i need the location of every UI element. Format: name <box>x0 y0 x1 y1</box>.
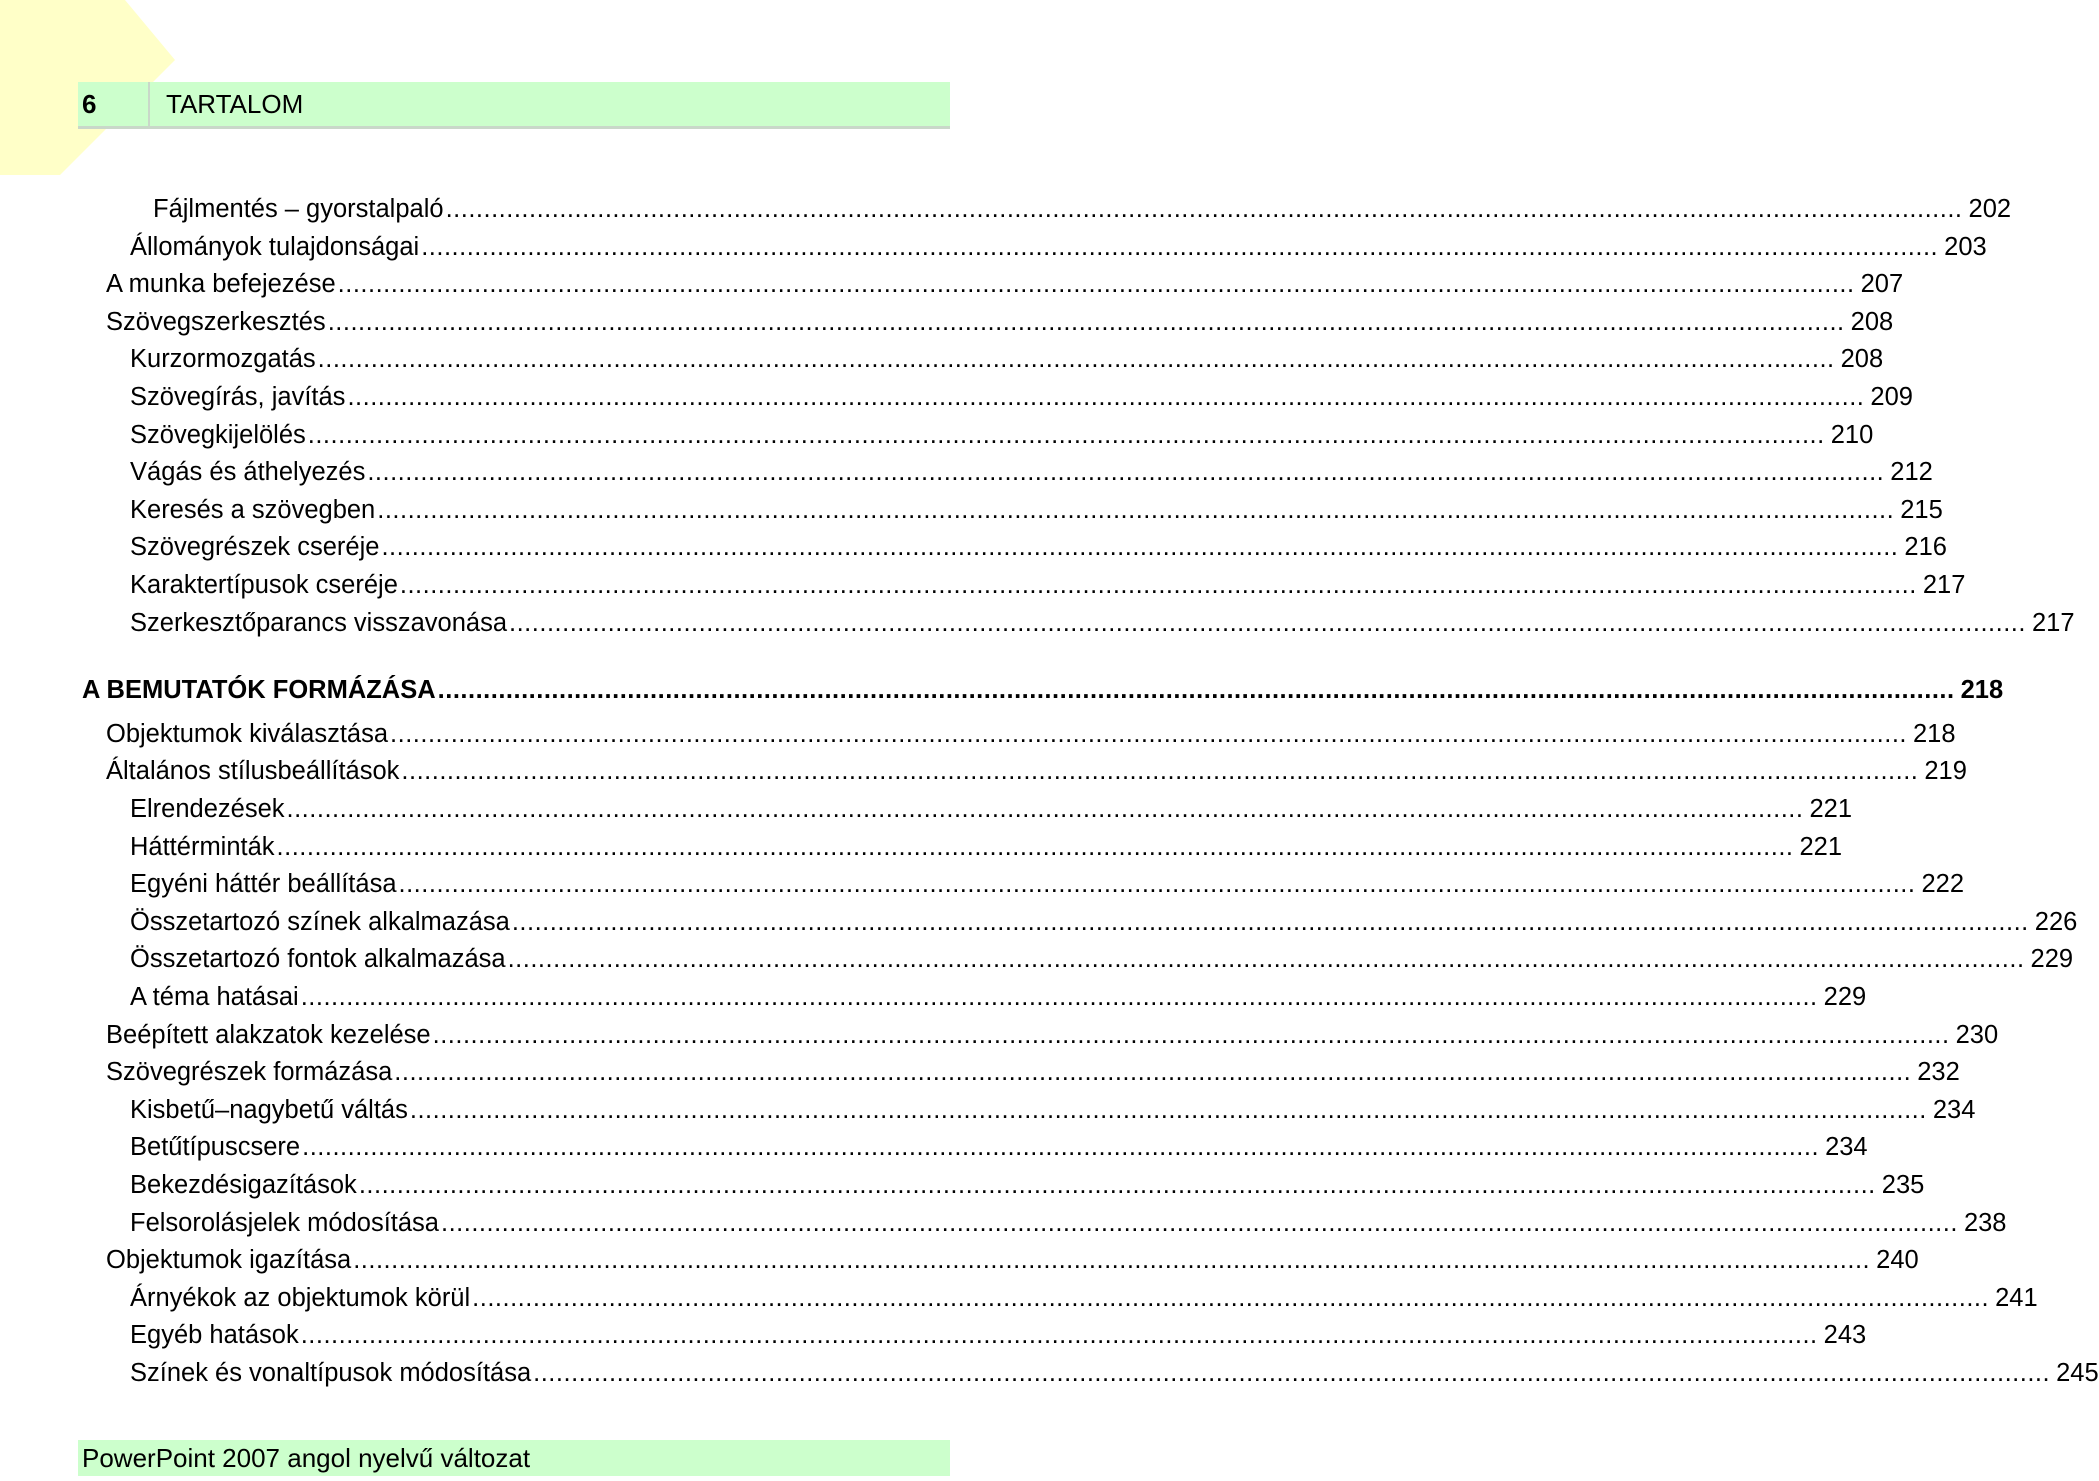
toc-leader-dots: ........................................................................................................................................................................................................ <box>399 571 1917 599</box>
toc-entry-label: Háttérminták <box>130 832 275 861</box>
toc-leader-dots: ........................................................................................................................................................................................................ <box>377 495 1895 524</box>
toc-entry <box>130 224 1987 262</box>
toc-leader-dots: ........................................................................................................................................................................................................ <box>421 232 1939 261</box>
toc-leader-dots: ........................................................................................................................................................................................................ <box>367 458 1885 487</box>
toc-entry <box>106 748 1967 786</box>
toc-entry-label: Elrendezések <box>130 795 285 823</box>
toc-entry-page: 230 <box>1955 1020 1999 1049</box>
toc-entry <box>130 899 2078 937</box>
toc-entry-label: Bekezdésigazítások <box>130 1171 357 1199</box>
toc-entry-page: 240 <box>1876 1246 1919 1275</box>
toc-entry-page: 207 <box>1860 270 1904 299</box>
toc-entry <box>130 336 1884 374</box>
toc-entry-label: Karaktertípusok cseréje <box>130 571 398 599</box>
toc-entry-label: Szövegrészek formázása <box>106 1058 393 1087</box>
toc-entry <box>130 1087 1976 1125</box>
toc-entry-page: 241 <box>1995 1283 2038 1312</box>
toc-leader-dots: ........................................................................................................................................................................................................ <box>286 795 1804 823</box>
toc-leader-dots: ........................................................................................................................................................................................................ <box>276 832 1794 861</box>
toc-entry-page: 235 <box>1881 1171 1925 1199</box>
toc-entry-label: Egyéni háttér beállítása <box>130 870 397 899</box>
toc-entry-page: 222 <box>1921 870 1965 899</box>
toc-entry-page: 210 <box>1830 420 1874 449</box>
page-title: TARTALOM <box>166 89 304 119</box>
toc-entry-page: 208 <box>1840 345 1884 374</box>
toc-entry-page: 215 <box>1900 495 1943 524</box>
toc-entry <box>130 824 1843 862</box>
toc-leader-dots: ........................................................................................................................................................................................................ <box>307 420 1825 449</box>
toc-leader-dots: ........................................................................................................................................................................................................ <box>437 676 1955 705</box>
toc-entry-page: 212 <box>1890 458 1933 487</box>
toc-entry-label: Kisbetű–nagybetű váltás <box>130 1095 408 1124</box>
toc-entry-label: Szerkesztőparancs visszavonása <box>130 608 508 637</box>
toc-leader-dots: ........................................................................................................................................................................................................ <box>507 945 2025 974</box>
toc-entry-label: Szövegrészek cseréje <box>130 533 380 562</box>
toc-entry <box>106 1012 1999 1050</box>
toc-leader-dots: ........................................................................................................................................................................................................ <box>300 983 1818 1011</box>
toc-entry <box>130 861 1965 899</box>
toc-entry-page: 209 <box>1870 383 1913 411</box>
toc-entry-page: 208 <box>1850 307 1894 336</box>
toc-leader-dots: ........................................................................................................................................................................................................ <box>347 383 1865 411</box>
toc-leader-dots: ........................................................................................................................................................................................................ <box>398 870 1916 899</box>
toc-leader-dots: ........................................................................................................................................................................................................ <box>381 533 1899 562</box>
header-divider <box>148 82 150 129</box>
toc-entry-page: 234 <box>1825 1133 1868 1162</box>
toc-entry-label: Felsorolásjelek módosítása <box>130 1208 439 1237</box>
toc-entry-label: Beépített alakzatok kezelése <box>106 1020 431 1049</box>
toc-entry-page: 229 <box>1823 983 1867 1011</box>
toc-entry-label: Keresés a szövegben <box>130 495 376 524</box>
toc-entry-page: 217 <box>2031 608 2075 637</box>
toc-leader-dots: ........................................................................................................................................................................................................ <box>302 1133 1820 1162</box>
toc-entry-page: 217 <box>1922 571 1966 599</box>
toc-leader-dots: ........................................................................................................................................................................................................ <box>401 757 1919 786</box>
toc-entry-page: 232 <box>1917 1058 1960 1087</box>
toc-entry-page: 229 <box>2030 945 2074 974</box>
toc-entry <box>106 1237 1919 1275</box>
toc-entry <box>106 261 1904 299</box>
toc-entry-label: Egyéb hatások <box>130 1321 299 1350</box>
toc-entry <box>130 1312 1867 1350</box>
toc-entry-label: Szövegkijelölés <box>130 420 306 449</box>
toc-leader-dots: ........................................................................................................................................................................................................ <box>390 719 1907 748</box>
toc-entry-page: 218 <box>1960 676 2004 705</box>
toc-entry <box>130 786 1853 824</box>
toc-leader-dots: ........................................................................................................................................................................................................ <box>337 270 1855 299</box>
toc-leader-dots: ........................................................................................................................................................................................................ <box>440 1208 1958 1237</box>
page-footer <box>78 1440 950 1476</box>
toc-entry <box>153 186 2012 224</box>
toc-entry-label: Összetartozó színek alkalmazása <box>130 907 510 936</box>
toc-entry-page: 203 <box>1944 232 1987 261</box>
toc-entry-page: 226 <box>2034 907 2078 936</box>
toc-leader-dots: ........................................................................................................................................................................................................ <box>533 1359 2051 1387</box>
toc-entry-label: Objektumok igazítása <box>106 1246 352 1275</box>
toc-entry-label: Fájlmentés – gyorstalpaló <box>153 195 444 223</box>
toc-entry-label: Színek és vonaltípusok módosítása <box>130 1359 532 1387</box>
toc-entry-page: 221 <box>1799 832 1843 861</box>
toc-entry-label: Vágás és áthelyezés <box>130 458 366 487</box>
toc-entry <box>130 1275 2038 1313</box>
toc-entry <box>130 449 1933 487</box>
toc-leader-dots: ........................................................................................................................................................................................................ <box>472 1283 1990 1312</box>
toc-entry <box>130 412 1874 450</box>
toc-leader-dots: ........................................................................................................................................................................................................ <box>300 1321 1818 1350</box>
toc-entry-label: Szövegszerkesztés <box>106 307 326 336</box>
toc-entry-label: Betűtípuscsere <box>130 1133 301 1162</box>
toc-entry-page: 218 <box>1913 719 1956 748</box>
toc-entry <box>130 600 2075 638</box>
toc-entry-page: 234 <box>1932 1095 1976 1124</box>
toc-leader-dots: ........................................................................................................................................................................................................ <box>511 907 2029 936</box>
toc-entry-page: 216 <box>1904 533 1947 562</box>
toc-entry-label: A téma hatásai <box>130 983 299 1011</box>
toc-entry <box>130 936 2074 974</box>
toc-entry-page: 238 <box>1963 1208 2007 1237</box>
toc-leader-dots: ........................................................................................................................................................................................................ <box>358 1171 1876 1199</box>
toc-leader-dots: ........................................................................................................................................................................................................ <box>409 1095 1927 1124</box>
toc-entry-page: 219 <box>1924 757 1967 786</box>
toc-entry <box>106 711 1956 749</box>
toc-leader-dots: ........................................................................................................................................................................................................ <box>394 1058 1912 1087</box>
toc-entry-page: 202 <box>1968 195 2012 223</box>
toc-leader-dots: ........................................................................................................................................................................................................ <box>327 307 1845 336</box>
page-number: 6 <box>82 89 97 119</box>
toc-entry-label: Objektumok kiválasztása <box>106 719 389 748</box>
toc-entry <box>106 1049 1960 1087</box>
toc-entry-label: Összetartozó fontok alkalmazása <box>130 945 506 974</box>
toc-leader-dots: ........................................................................................................................................................................................................ <box>445 195 1963 223</box>
toc-entry <box>130 1124 1868 1162</box>
toc-entry-label: Általános stílusbeállítások <box>106 757 400 786</box>
toc-entry <box>130 1350 2099 1388</box>
toc-entry <box>130 1200 2007 1238</box>
toc-entry <box>130 974 1867 1012</box>
toc-entry-label: Árnyékok az objektumok körül <box>130 1283 471 1312</box>
toc-leader-dots: ........................................................................................................................................................................................................ <box>432 1020 1950 1049</box>
toc-entry-label: A munka befejezése <box>106 270 336 299</box>
toc-leader-dots: ........................................................................................................................................................................................................ <box>353 1246 1871 1275</box>
toc-entry-page: 245 <box>2056 1359 2099 1387</box>
toc-entry <box>130 374 1913 412</box>
toc-entry <box>130 562 1966 600</box>
toc-entry-label: Szövegírás, javítás <box>130 383 346 411</box>
toc-entry-page: 221 <box>1809 795 1853 823</box>
footer-text: PowerPoint 2007 angol nyelvű változat <box>82 1443 531 1473</box>
toc-section-heading <box>82 667 2004 705</box>
toc-entry-label: Állományok tulajdonságai <box>130 232 420 261</box>
toc-leader-dots: ........................................................................................................................................................................................................ <box>509 608 2026 637</box>
toc-entry <box>130 524 1947 562</box>
toc-entry <box>130 487 1943 525</box>
toc-entry-label: Kurzormozgatás <box>130 345 316 374</box>
toc-entry <box>106 299 1894 337</box>
page-header <box>78 82 950 129</box>
toc-entry <box>130 1162 1925 1200</box>
toc-entry-label: A BEMUTATÓK FORMÁZÁSA <box>82 676 436 705</box>
toc-entry-page: 243 <box>1823 1321 1867 1350</box>
toc-leader-dots: ........................................................................................................................................................................................................ <box>317 345 1835 374</box>
